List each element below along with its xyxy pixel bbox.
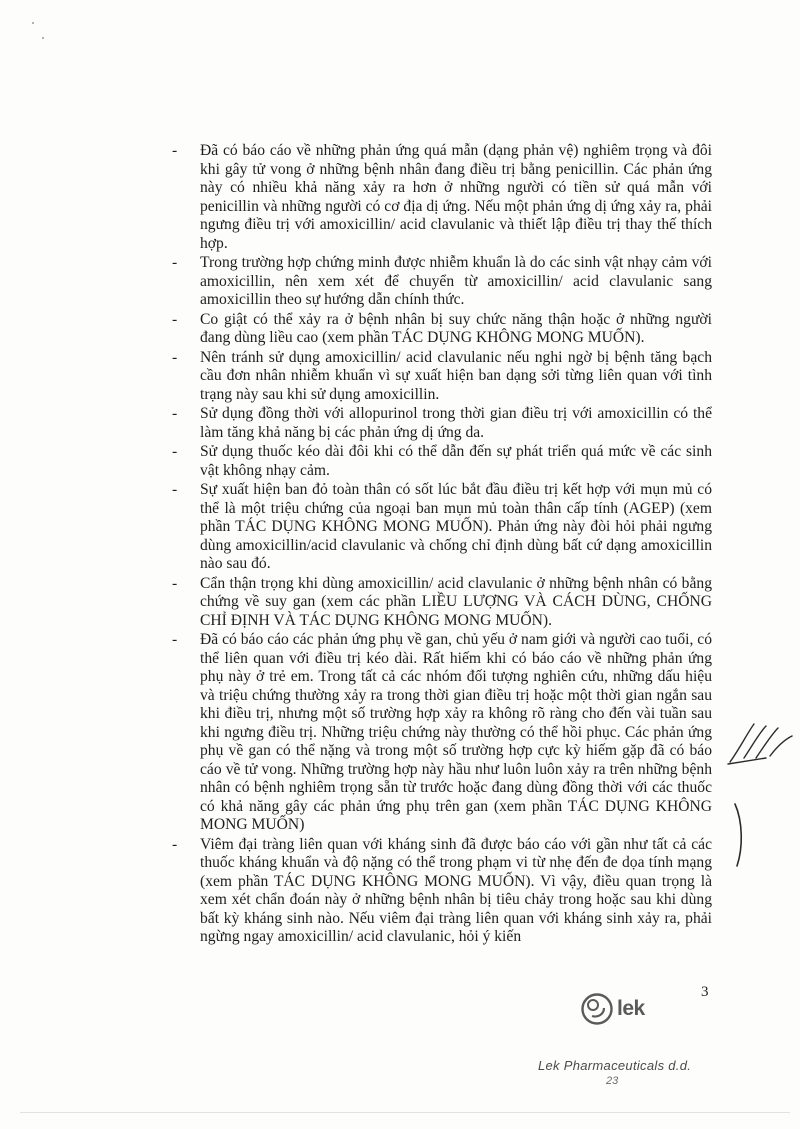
list-item xyxy=(172,349,712,405)
bullet-dash: - xyxy=(172,254,178,271)
company-stamp-code: 23 xyxy=(606,1075,619,1087)
company-logo xyxy=(580,992,700,1028)
list-item xyxy=(172,405,712,442)
paragraph-text: Sử dụng đồng thời với allopurinol trong thời gian điều trị với amoxicillin có thể làm tăng khả năng bị các phản ứng dị ứng da. xyxy=(200,405,712,441)
bullet-dash: - xyxy=(172,310,178,328)
page-number: 3 xyxy=(701,984,709,1000)
paragraph-text: Nên tránh sử dụng amoxicillin/ acid clavulanic nếu nghi ngờ bị bệnh tăng bạch cầu đơn nhân nhiễm khuẩn vì sự xuất hiện ban dạng sởi từng liên quan với tình trạng này sau khi sử dụng amoxicillin. xyxy=(200,348,712,403)
list-item xyxy=(172,836,712,947)
page-edge-line xyxy=(20,1112,790,1113)
paragraph-text: Đã có báo cáo các phản ứng phụ về gan, chủ yếu ở nam giới và người cao tuổi, có thể liên quan với điều trị kéo dài. Rất hiếm khi có báo cáo về những phản ứng phụ này ở trẻ em. Trong tất cả các nhóm đối tượng nghiên cứu, những dấu hiệu và triệu chứng thường xảy ra trong thời gian điều trị hoặc một thời gian ngắn sau khi điều trị, nhưng một số trường hợp xảy ra không rõ ràng cho đến vài tuần sau khi ngưng điều trị. Những triệu chứng này thường có thể hồi phục. Các phản ứng phụ về gan có thể nặng và trong một số trường hợp cực kỳ hiếm gặp đã có báo cáo về tử vong. Những trường hợp này hầu như luôn luôn xảy ra trên những bệnh nhân có bệnh nghiêm trọng sẵn từ trước hoặc đang dùng đồng thời với các thuốc có khả năng gây các phản ứng phụ trên gan (xem phần TÁC DỤNG KHÔNG MONG MUỐN) xyxy=(200,631,712,833)
paragraph-text: Sự xuất hiện ban đỏ toàn thân có sốt lúc bắt đầu điều trị kết hợp với mụn mủ có thể là một triệu chứng của ngoại ban mụn mủ toàn thân cấp tính (AGEP) (xem phần TÁC DỤNG KHÔNG MONG MUỐN). Phản ứng này đòi hỏi phải ngưng dùng amoxicillin/acid clavulanic và chống chỉ định dùng bất cứ dạng amoxicillin nào sau đó. xyxy=(200,481,712,572)
lek-logo-icon xyxy=(580,992,614,1026)
paragraph-text: Viêm đại tràng liên quan với kháng sinh đã được báo cáo với gần như tất cả các thuốc kháng khuẩn và độ nặng có thể trong phạm vi từ nhẹ đến đe dọa tính mạng (xem phần TÁC DỤNG KHÔNG MONG MUỐN). Vì vậy, điều quan trọng là xem xét chẩn đoán này ở những bệnh nhân bị tiêu chảy trong hoặc sau khi dùng bất kỳ kháng sinh nào. Nếu viêm đại tràng liên quan với kháng sinh xảy ra, phải ngừng ngay amoxicillin/ acid clavulanic, hỏi ý kiến xyxy=(200,835,712,945)
bullet-dash: - xyxy=(172,631,178,648)
bullet-dash: - xyxy=(172,574,178,592)
handwritten-signature-icon xyxy=(726,718,796,768)
bullet-dash: - xyxy=(172,443,178,460)
list-item xyxy=(172,311,712,348)
list-item xyxy=(172,443,712,480)
bullet-dash: - xyxy=(172,405,178,422)
precautions-list xyxy=(172,142,712,947)
paragraph-text: Đã có báo cáo về những phản ứng quá mẫn (dạng phản vệ) nghiêm trọng và đôi khi gây tử vong ở những bệnh nhân đang điều trị bằng penicillin. Các phản ứng này có nhiều khả năng xảy ra hơn ở những người có tiền sử quá mẫn với penicillin và những người có cơ địa dị ứng. Nếu một phản ứng dị ứng xảy ra, phải ngưng điều trị với amoxicillin/ acid clavulanic và thiết lập điều trị thay thế thích hợp. xyxy=(200,142,712,252)
bullet-dash: - xyxy=(172,835,178,853)
list-item xyxy=(172,254,712,310)
margin-bracket-icon xyxy=(729,800,749,870)
logo-text: lek xyxy=(617,997,645,1020)
document-body xyxy=(172,142,712,948)
paragraph-text: Cẩn thận trọng khi dùng amoxicillin/ acid clavulanic ở những bệnh nhân có bằng chứng về suy gan (xem các phần LIỀU LƯỢNG VÀ CÁCH DÙNG, CHỐNG CHỈ ĐỊNH VÀ TÁC DỤNG KHÔNG MONG MUỐN). xyxy=(200,574,712,629)
scan-specks xyxy=(28,20,58,50)
list-item xyxy=(172,481,712,574)
list-item xyxy=(172,575,712,631)
company-stamp: Lek Pharmaceuticals d.d. xyxy=(538,1058,692,1073)
paragraph-text: Sử dụng thuốc kéo dài đôi khi có thể dẫn đến sự phát triển quá mức về các sinh vật không nhạy cảm. xyxy=(200,443,712,479)
list-item xyxy=(172,142,712,253)
bullet-dash: - xyxy=(172,481,178,498)
bullet-dash: - xyxy=(172,142,178,159)
bullet-dash: - xyxy=(172,348,178,366)
list-item xyxy=(172,631,712,835)
paragraph-text: Co giật có thể xảy ra ở bệnh nhân bị suy chức năng thận hoặc ở những người đang dùng liều cao (xem phần TÁC DỤNG KHÔNG MONG MUỐN). xyxy=(200,310,712,346)
paragraph-text: Trong trường hợp chứng minh được nhiễm khuẩn là do các sinh vật nhạy cảm với amoxicillin, nên xem xét để chuyển từ amoxicillin/ acid clavulanic sang amoxicillin theo sự hướng dẫn chính thức. xyxy=(200,254,712,308)
